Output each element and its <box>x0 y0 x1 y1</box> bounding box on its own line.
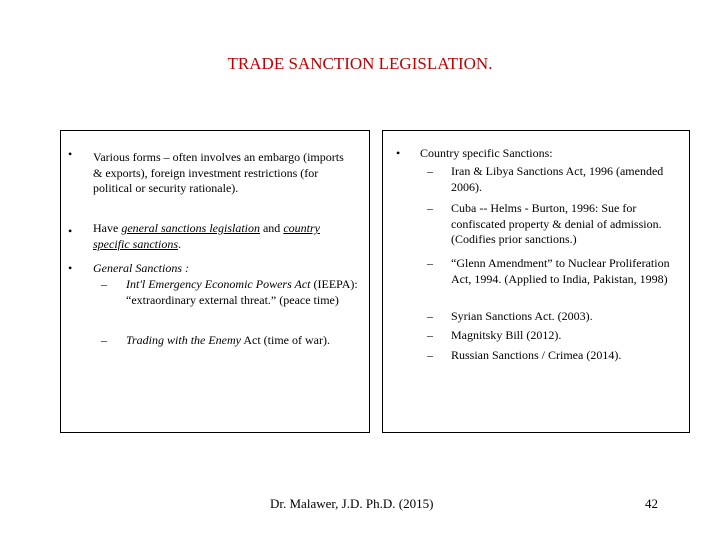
dash-2: – <box>101 333 107 347</box>
right-content-box <box>382 130 690 433</box>
left-content-box <box>60 130 370 433</box>
ieepa-name: Int'l Emergency Economic Powers Act <box>126 277 311 291</box>
right-bullet-1: • <box>396 146 401 160</box>
right-sub-3-text: “Glenn Amendment” to Nuclear Proliferation Act, 1994. (Applied to India, Pakistan, 1998) <box>451 256 670 286</box>
general-sanctions-link: general sanctions legislation <box>121 221 260 235</box>
right-sub-5-text: Magnitsky Bill (2012). <box>451 328 562 342</box>
left-bullet-2-mid: and <box>259 221 284 235</box>
left-bullet-1-text: Various forms – often involves an embargo (imports & exports), foreign investment restrictions (for political or security rationale). <box>93 150 344 195</box>
country-specific-sanctions-link: country specific sanctions <box>93 221 320 251</box>
trading-enemy-desc: Act (time of war). <box>241 333 330 347</box>
page-number: 42 <box>645 496 658 511</box>
ieepa-desc: (IEEPA): “extraordinary external threat.” (peace time) <box>126 277 358 307</box>
right-dash-3: – <box>427 256 433 270</box>
right-dash-4: – <box>427 309 433 323</box>
left-bullet-2-pre: Have <box>93 221 122 235</box>
left-sub-1-text <box>126 277 358 308</box>
right-dash-5: – <box>427 328 433 342</box>
right-bullet-1-text: Country specific Sanctions: <box>420 146 553 160</box>
right-sub-6-text: Russian Sanctions / Crimea (2014). <box>451 348 622 362</box>
right-dash-6: – <box>427 348 433 362</box>
slide-title: TRADE SANCTION LEGISLATION. <box>227 54 493 73</box>
right-sub-1-text: Iran & Libya Sanctions Act, 1996 (amended 2006). <box>451 164 664 194</box>
right-dash-2: – <box>427 201 433 215</box>
left-bullet-2-post: . <box>177 236 181 251</box>
bullet-1: • <box>68 147 73 161</box>
trading-enemy-name: Trading with the Enemy <box>126 333 241 347</box>
bullet-2: • <box>68 224 73 238</box>
left-bullet-3-text: General Sanctions : <box>93 261 189 275</box>
bullet-3: • <box>68 261 73 275</box>
left-sub-2-text <box>126 333 351 349</box>
right-sub-4-text: Syrian Sanctions Act. (2003). <box>451 309 593 323</box>
right-sub-2-text: Cuba -- Helms - Burton, 1996: Sue for confiscated property & denial of admission. (Codifies prior sanctions.) <box>451 201 662 246</box>
dash-1: – <box>101 277 107 291</box>
left-bullet-2-text <box>93 221 358 252</box>
right-dash-1: – <box>427 164 433 178</box>
footer-author: Dr. Malawer, J.D. Ph.D. (2015) <box>270 496 434 511</box>
